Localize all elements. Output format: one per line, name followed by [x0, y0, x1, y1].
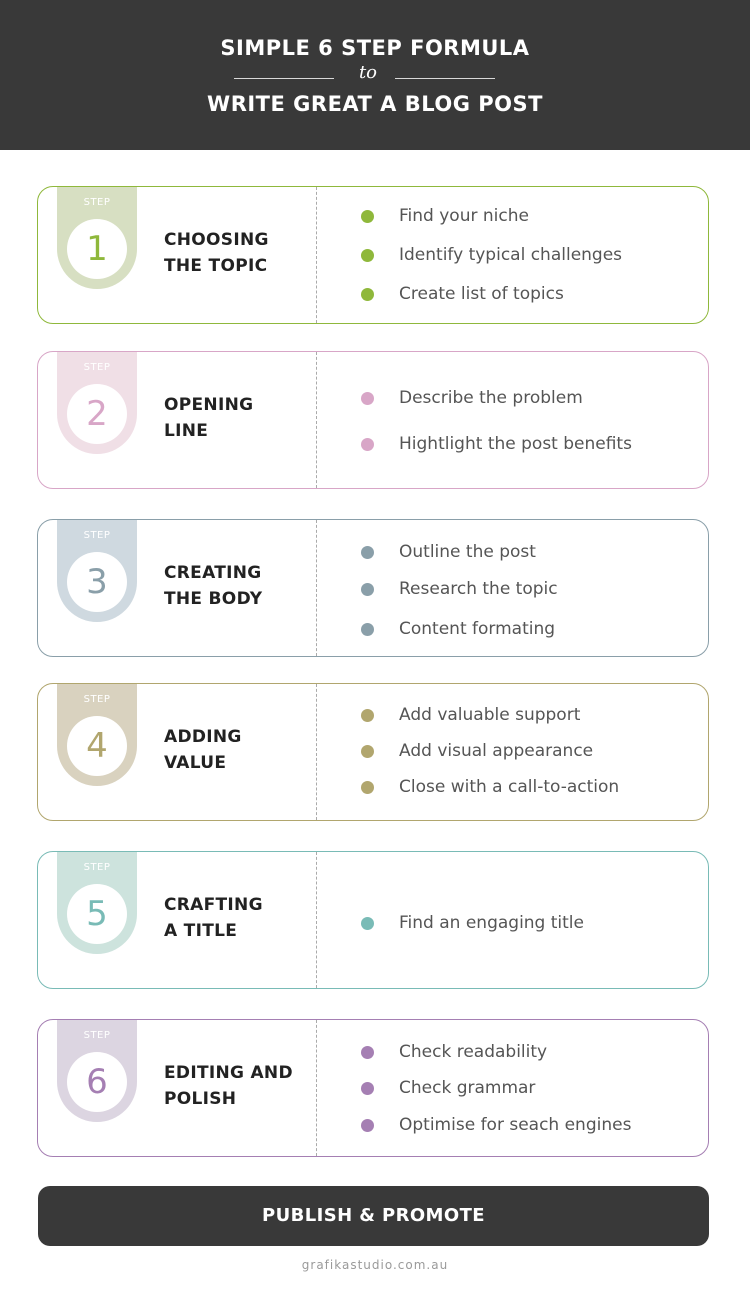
step-title-line1: OPENING — [164, 395, 254, 415]
step-items — [361, 684, 701, 820]
header-rule-left — [234, 78, 334, 79]
step-card-2 — [37, 351, 709, 489]
dashed-divider — [316, 684, 317, 820]
list-item-text: Optimise for seach engines — [399, 1115, 632, 1135]
step-title — [164, 392, 314, 444]
step-title — [164, 1060, 314, 1112]
step-title-line1: ADDING — [164, 727, 242, 747]
step-label: STEP — [83, 862, 111, 873]
bullet-dot-icon — [361, 288, 374, 301]
step-title-line1: CREATING — [164, 563, 262, 583]
list-item-text: Content formating — [399, 619, 556, 639]
dashed-divider — [316, 520, 317, 656]
step-title-line1: CHOOSING — [164, 230, 269, 250]
step-badge — [57, 851, 137, 954]
dashed-divider — [316, 1020, 317, 1156]
step-items — [361, 187, 701, 323]
step-label: STEP — [83, 362, 111, 373]
header-title-line1: SIMPLE 6 STEP FORMULA — [220, 36, 530, 60]
step-title-line2: VALUE — [164, 753, 227, 773]
step-title — [164, 724, 314, 776]
bullet-dot-icon — [361, 210, 374, 223]
list-item-text: Add visual appearance — [399, 741, 594, 761]
step-number: 5 — [67, 884, 127, 944]
list-item-text: Check readability — [399, 1042, 548, 1062]
bullet-dot-icon — [361, 392, 374, 405]
list-item-text: Find your niche — [399, 206, 529, 226]
bullet-dot-icon — [361, 249, 374, 262]
step-title-line2: THE TOPIC — [164, 256, 268, 276]
step-number: 6 — [67, 1052, 127, 1112]
step-label: STEP — [83, 197, 111, 208]
bullet-dot-icon — [361, 438, 374, 451]
bullet-dot-icon — [361, 623, 374, 636]
step-label: STEP — [83, 1030, 111, 1041]
step-items — [361, 852, 701, 988]
dashed-divider — [316, 187, 317, 323]
step-card-3 — [37, 519, 709, 657]
step-badge — [57, 1019, 137, 1122]
list-item-text: Research the topic — [399, 579, 558, 599]
step-card-5 — [37, 851, 709, 989]
list-item-text: Describe the problem — [399, 388, 583, 408]
step-badge — [57, 351, 137, 454]
header-connector-row — [0, 62, 750, 88]
bullet-dot-icon — [361, 781, 374, 794]
header-banner — [0, 0, 750, 150]
step-number: 3 — [67, 552, 127, 612]
step-items — [361, 520, 701, 656]
step-label: STEP — [83, 694, 111, 705]
step-title — [164, 892, 314, 944]
step-card-4 — [37, 683, 709, 821]
step-label: STEP — [83, 530, 111, 541]
list-item-text: Add valuable support — [399, 705, 581, 725]
bullet-dot-icon — [361, 745, 374, 758]
bullet-dot-icon — [361, 546, 374, 559]
step-badge — [57, 519, 137, 622]
bullet-dot-icon — [361, 709, 374, 722]
step-badge — [57, 683, 137, 786]
header-rule-right — [395, 78, 495, 79]
step-title-line2: A TITLE — [164, 921, 238, 941]
bullet-dot-icon — [361, 1046, 374, 1059]
step-number: 2 — [67, 384, 127, 444]
step-items — [361, 352, 701, 488]
step-title — [164, 560, 314, 612]
bullet-dot-icon — [361, 1119, 374, 1132]
step-title-line1: EDITING AND — [164, 1063, 293, 1083]
bullet-dot-icon — [361, 1082, 374, 1095]
step-card-1 — [37, 186, 709, 324]
header-connector: to — [358, 62, 378, 83]
header-title-line2: WRITE GREAT A BLOG POST — [207, 92, 543, 116]
publish-promote-banner: PUBLISH & PROMOTE — [38, 1186, 709, 1246]
step-title — [164, 227, 314, 279]
step-number: 1 — [67, 219, 127, 279]
step-title-line2: LINE — [164, 421, 209, 441]
step-title-line1: CRAFTING — [164, 895, 263, 915]
step-title-line2: POLISH — [164, 1089, 237, 1109]
step-card-6 — [37, 1019, 709, 1157]
bullet-dot-icon — [361, 583, 374, 596]
step-title-line2: THE BODY — [164, 589, 263, 609]
list-item-text: Find an engaging title — [399, 913, 584, 933]
step-number: 4 — [67, 716, 127, 776]
dashed-divider — [316, 352, 317, 488]
bullet-dot-icon — [361, 917, 374, 930]
list-item-text: Create list of topics — [399, 284, 564, 304]
list-item-text: Outline the post — [399, 542, 536, 562]
list-item-text: Hightlight the post benefits — [399, 434, 632, 454]
list-item-text: Identify typical challenges — [399, 245, 623, 265]
dashed-divider — [316, 852, 317, 988]
list-item-text: Check grammar — [399, 1078, 536, 1098]
step-items — [361, 1020, 701, 1156]
footer-website: grafikastudio.com.au — [301, 1258, 449, 1272]
step-badge — [57, 186, 137, 289]
list-item-text: Close with a call-to-action — [399, 777, 620, 797]
